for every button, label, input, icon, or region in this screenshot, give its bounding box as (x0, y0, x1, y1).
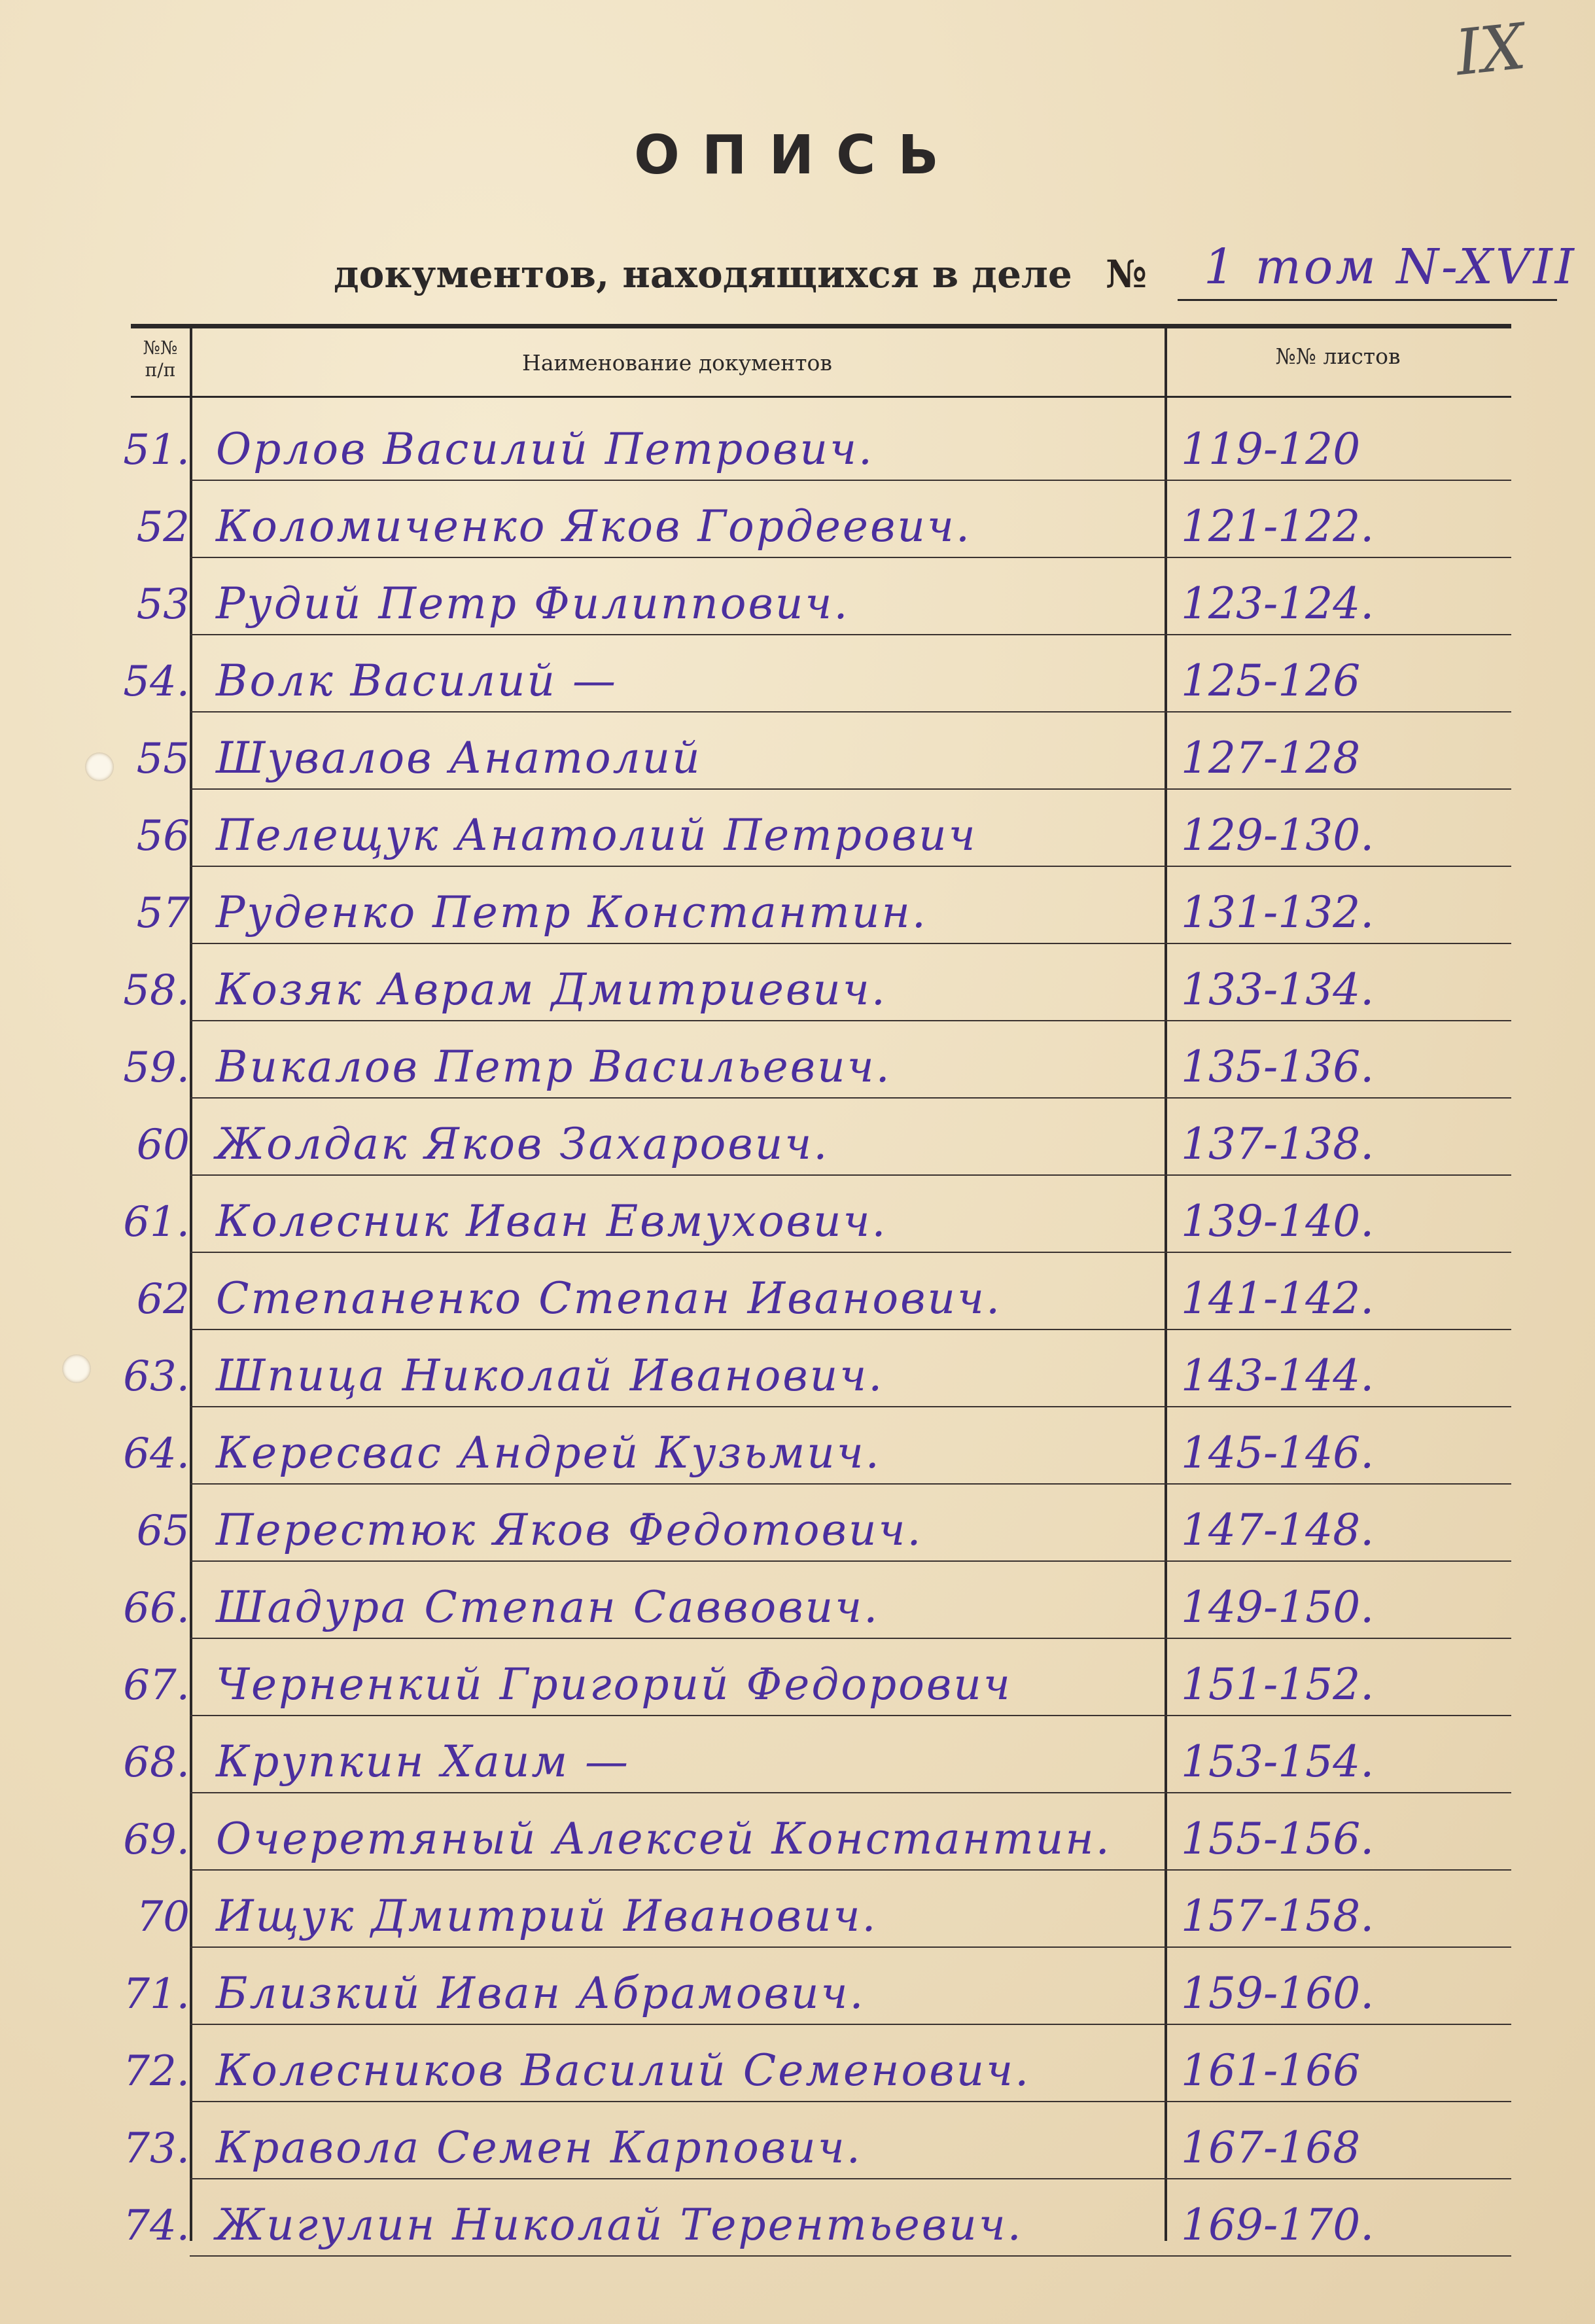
row-document-name: Шпица Николай Иванович. (216, 1350, 885, 1401)
case-number-sign: № (1106, 252, 1148, 296)
row-page-range: 121-122. (1181, 501, 1375, 552)
row-document-name: Степаненко Степан Иванович. (216, 1273, 1002, 1324)
row-number: 71. (123, 1970, 190, 2018)
row-number: 53 (136, 580, 190, 629)
row-page-range: 137-138. (1181, 1119, 1375, 1169)
table-row (131, 1097, 1511, 1174)
row-number: 57 (136, 889, 190, 938)
table-row (131, 788, 1511, 866)
table-header-rule (131, 396, 1511, 398)
row-page-range: 139-140. (1181, 1196, 1375, 1246)
row-page-range: 149-150. (1181, 1582, 1375, 1632)
row-document-name: Пелещук Анатолий Петрович (216, 810, 977, 860)
table-row (131, 1869, 1511, 1946)
row-document-name: Коломиченко Яков Гордеевич. (216, 501, 972, 552)
row-page-range: 125-126 (1181, 656, 1361, 706)
row-document-name: Колесников Василий Семенович. (216, 2045, 1031, 2096)
table-row (123, 1174, 1511, 1252)
row-page-range: 135-136. (1181, 1042, 1375, 1092)
row-page-range: 151-152. (1181, 1659, 1375, 1710)
row-page-range: 157-158. (1181, 1891, 1375, 1941)
row-number: 62 (136, 1275, 190, 1324)
row-document-name: Волк Василий — (216, 656, 618, 706)
row-document-name: Рудий Петр Филиппович. (216, 578, 850, 629)
document-title: ОПИСЬ (634, 124, 961, 186)
table-row (123, 1560, 1511, 1638)
row-page-range: 127-128 (1181, 733, 1361, 783)
row-document-name: Перестюк Яков Федотович. (216, 1505, 923, 1555)
table-row (123, 1792, 1511, 1869)
table-row (131, 557, 1511, 634)
row-document-name: Жигулин Николай Терентьевич. (216, 2200, 1023, 2250)
row-number: 64. (123, 1430, 190, 1478)
row-document-name: Шувалов Анатолий (216, 733, 702, 783)
row-document-name: Черненкий Григорий Федорович (216, 1659, 1012, 1710)
row-page-range: 147-148. (1181, 1505, 1375, 1555)
table-row (131, 1252, 1511, 1329)
row-page-range: 133-134. (1181, 964, 1375, 1015)
row-document-name: Кравола Семен Карпович. (216, 2122, 862, 2173)
row-document-name: Ищук Дмитрий Иванович. (216, 1891, 878, 1941)
row-page-range: 159-160. (1181, 1968, 1375, 2018)
row-document-name: Шадура Степан Саввович. (216, 1582, 880, 1632)
row-number: 55 (136, 735, 190, 783)
row-number: 72. (123, 2047, 190, 2096)
table-row (123, 1715, 1511, 1792)
binding-hole (62, 1354, 91, 1383)
row-number: 73. (123, 2124, 190, 2173)
row-document-name: Колесник Иван Евмухович. (216, 1196, 888, 1246)
row-page-range: 155-156. (1181, 1814, 1375, 1864)
table-top-rule (131, 324, 1511, 328)
table-row (131, 1483, 1511, 1560)
row-document-name: Очеретяный Алексей Константин. (216, 1814, 1112, 1864)
table-row (123, 402, 1511, 480)
case-number-handwritten: 1 том N-XVII (1204, 239, 1577, 295)
row-number: 68. (123, 1738, 190, 1787)
table-row (123, 1946, 1511, 2024)
row-document-name: Викалов Петр Васильевич. (216, 1042, 892, 1092)
row-number: 69. (123, 1816, 190, 1864)
row-page-range: 143-144. (1181, 1350, 1375, 1401)
row-number: 61. (123, 1198, 190, 1246)
row-document-name: Близкий Иван Абрамович. (216, 1968, 866, 2018)
row-page-range: 119-120 (1181, 424, 1361, 474)
row-page-range: 131-132. (1181, 887, 1375, 938)
row-number: 51. (123, 426, 190, 474)
row-number: 56 (136, 812, 190, 860)
binding-hole (85, 752, 114, 781)
row-page-range: 145-146. (1181, 1428, 1375, 1478)
table-row (123, 1020, 1511, 1097)
subtitle-row (334, 239, 1577, 311)
row-number: 66. (123, 1584, 190, 1632)
row-document-name: Козяк Аврам Дмитриевич. (216, 964, 887, 1015)
row-document-name: Кересвас Андрей Кузьмич. (216, 1428, 881, 1478)
table-row (123, 1406, 1511, 1483)
row-document-name: Орлов Василий Петрович. (216, 424, 874, 474)
row-page-range: 129-130. (1181, 810, 1375, 860)
table-row (123, 2178, 1511, 2255)
row-document-name: Руденко Петр Константин. (216, 887, 928, 938)
row-number: 63. (123, 1352, 190, 1401)
row-number: 60 (136, 1121, 190, 1169)
row-number: 74. (123, 2202, 190, 2250)
row-number: 67. (123, 1661, 190, 1710)
margin-roman-numeral: IX (1452, 9, 1529, 90)
row-number: 54. (123, 658, 190, 706)
row-document-name: Жолдак Яков Захарович. (216, 1119, 830, 1169)
inventory-table (123, 324, 1511, 2250)
table-row (131, 480, 1511, 557)
row-number: 52 (136, 503, 190, 552)
subtitle: документов, находящихся в деле (334, 252, 1072, 296)
header-num: №№ п/п (143, 337, 178, 381)
table-row (131, 866, 1511, 943)
case-number-underline (1178, 299, 1557, 301)
row-page-range: 161-166 (1181, 2045, 1361, 2096)
table-row (123, 943, 1511, 1020)
row-document-name: Крупкин Хаим — (216, 1736, 631, 1787)
row-page-range: 123-124. (1181, 578, 1375, 629)
table-row (123, 1638, 1511, 1715)
row-rule (190, 2255, 1511, 2257)
header-pages: №№ листов (1275, 343, 1401, 369)
row-number: 59. (123, 1044, 190, 1092)
table-row (131, 711, 1511, 788)
row-number: 58. (123, 966, 190, 1015)
row-page-range: 153-154. (1181, 1736, 1375, 1787)
row-page-range: 141-142. (1181, 1273, 1375, 1324)
row-number: 65 (136, 1507, 190, 1555)
table-row (123, 2024, 1511, 2101)
header-name: Наименование документов (522, 350, 832, 376)
table-row (123, 2101, 1511, 2178)
row-page-range: 167-168 (1181, 2122, 1361, 2173)
row-number: 70 (136, 1893, 190, 1941)
table-row (123, 634, 1511, 711)
row-page-range: 169-170. (1181, 2200, 1375, 2250)
table-row (123, 1329, 1511, 1406)
